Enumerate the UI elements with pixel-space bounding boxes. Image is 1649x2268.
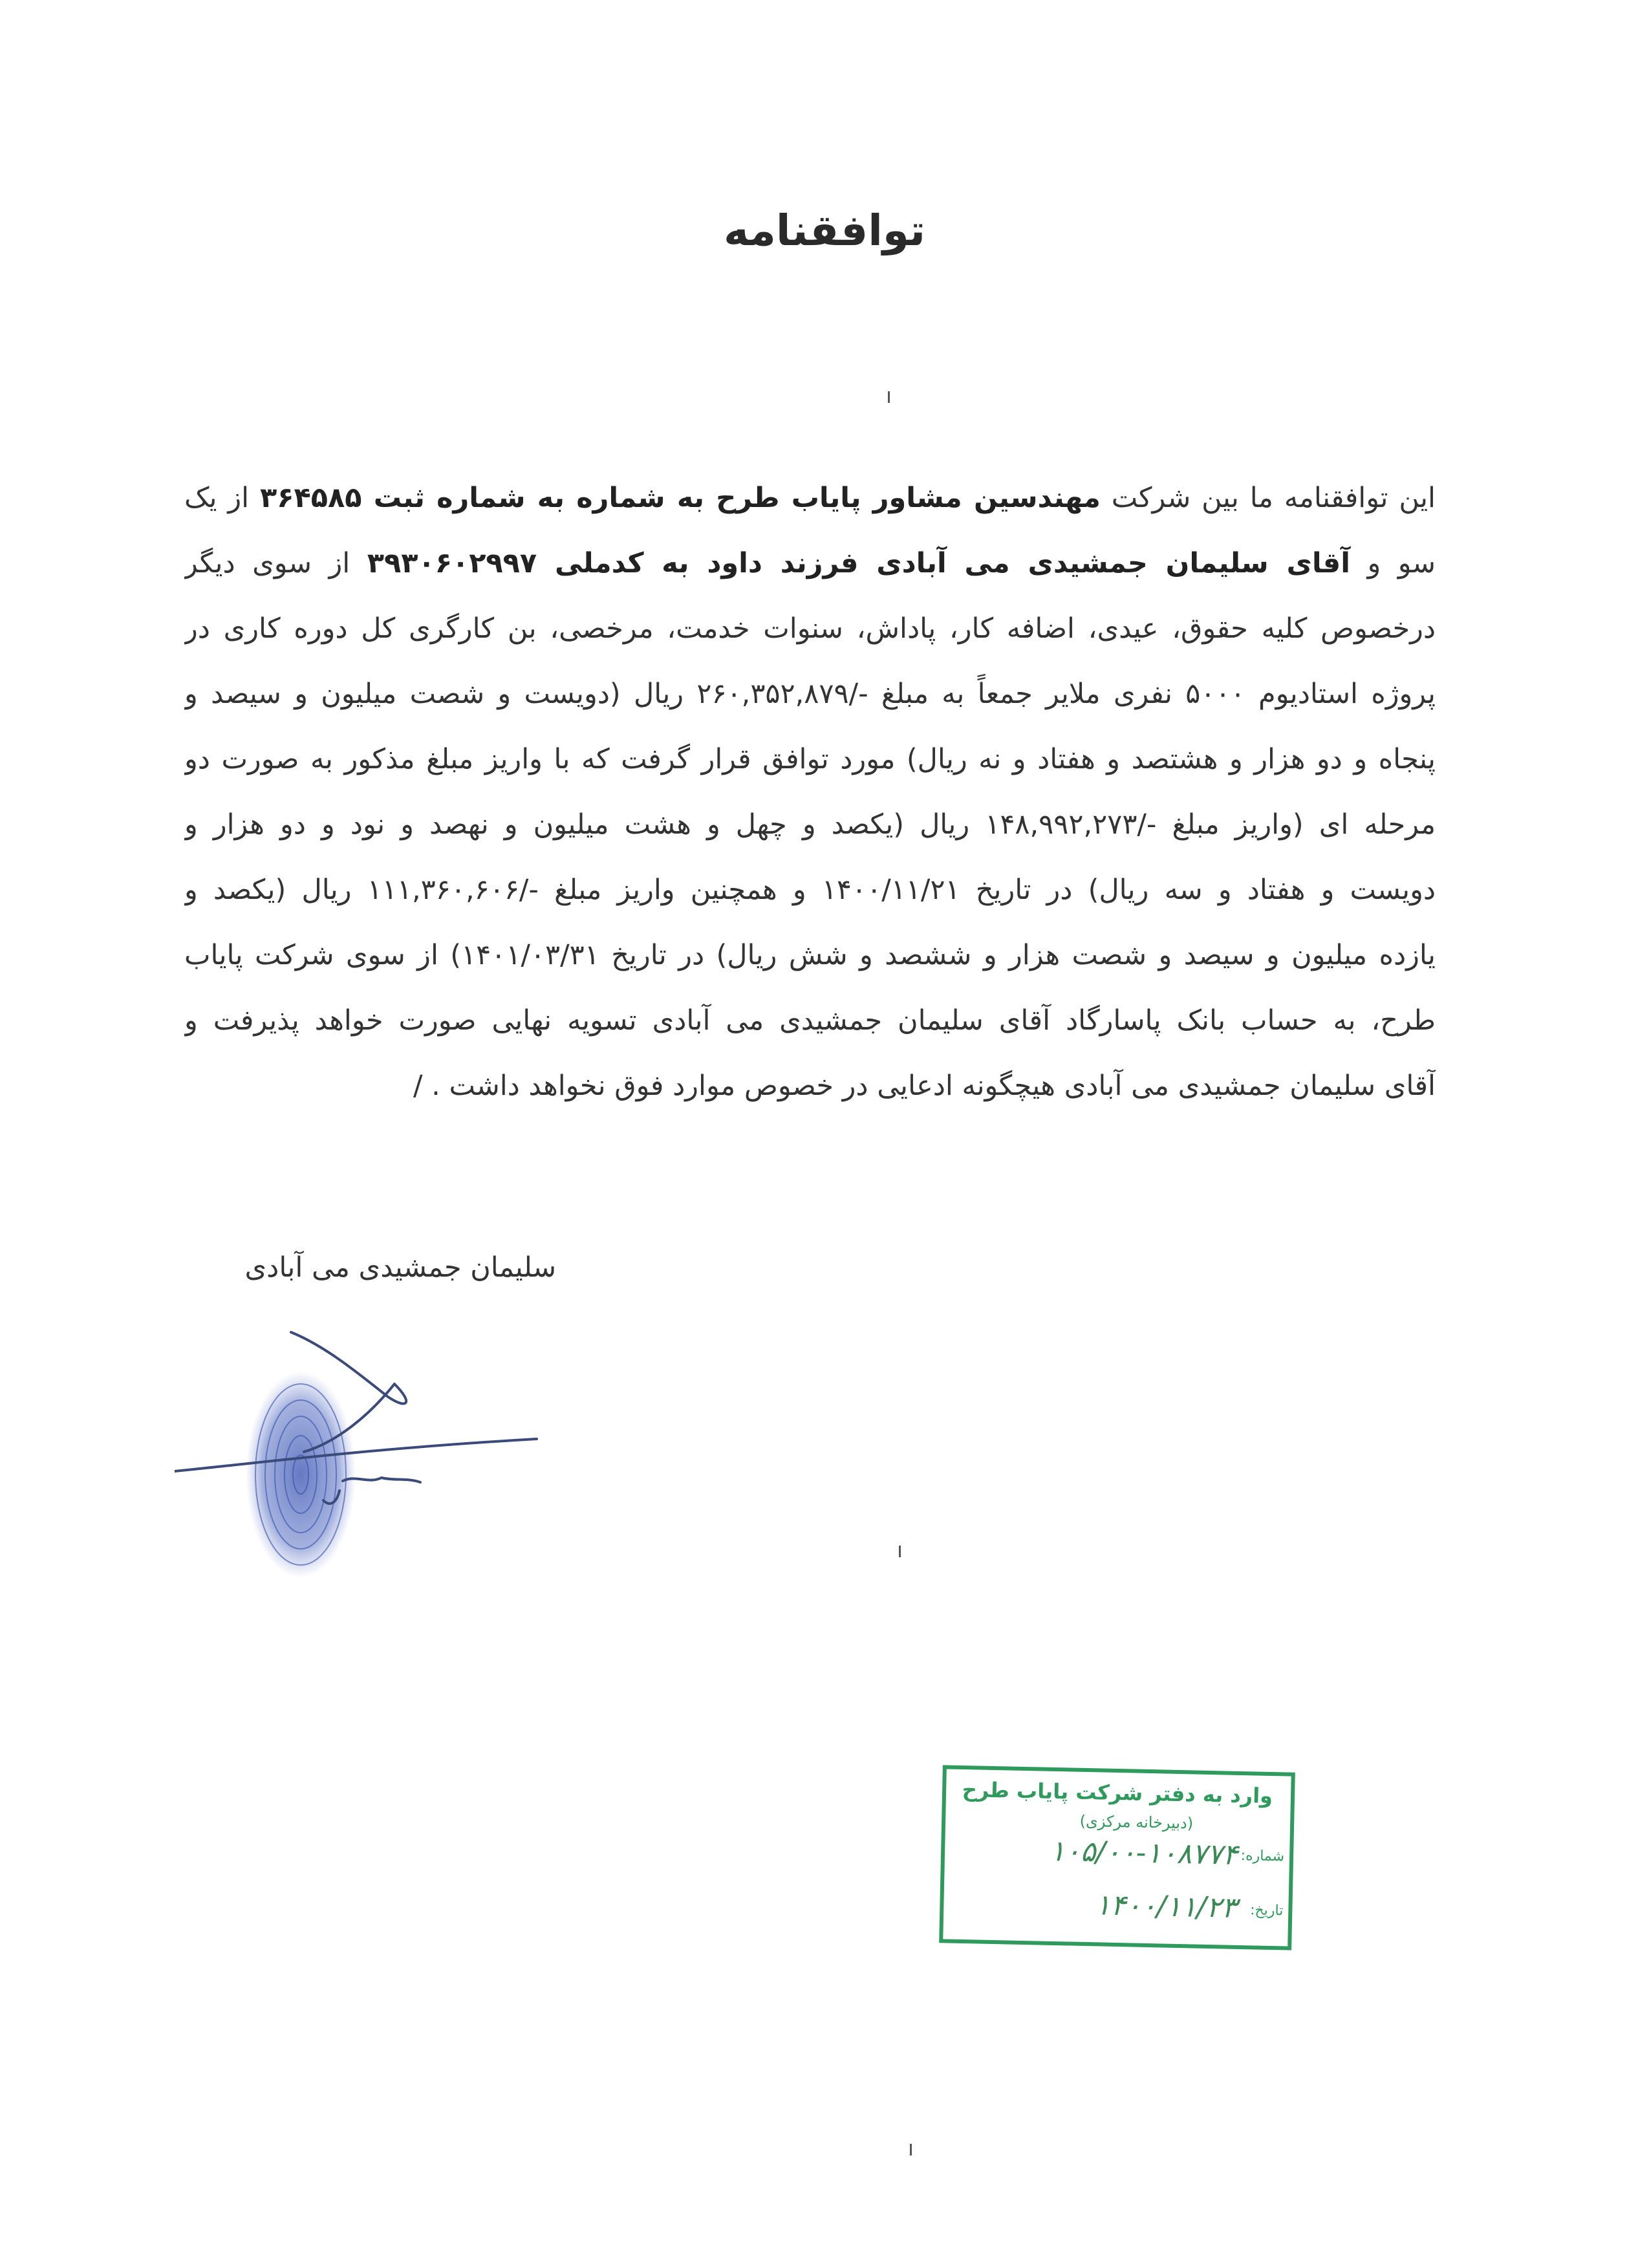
signature-fingerprint-icon — [175, 1313, 576, 1610]
paragraph-text: طرح، به حساب بانک پاسارگاد آقای سلیمان جمشیدی می آبادی تسویه نهایی صورت خواهد پذیرفت و — [184, 1004, 1436, 1037]
paragraph-text: از یک — [184, 482, 260, 514]
document-title: توافقنامه — [723, 206, 926, 255]
scan-mark — [899, 1546, 901, 1557]
paragraph-text: مرحله ای (واریز مبلغ -/۱۴۸,۹۹۲,۲۷۳ ریال (یکصد و چهل و هشت میلیون و نهصد و نود و دو هزار و — [184, 808, 1436, 841]
paragraph-line — [184, 923, 1436, 988]
paragraph-line — [184, 662, 1436, 727]
paragraph-text: یازده میلیون و سیصد و شصت هزار و ششصد و شش ریال) در تاریخ ۱۴۰۱/۰۳/۳۱) از سوی شرکت پایاب — [184, 939, 1436, 971]
paragraph-text: از سوی دیگر — [184, 547, 367, 579]
scan-mark — [910, 2144, 912, 2155]
scan-mark — [888, 391, 890, 403]
signatory-name: سلیمان جمشیدی می آبادی — [244, 1251, 556, 1284]
paragraph-bold-text: آقای سلیمان جمشیدی می آبادی فرزند داود به کدملی ۳۹۳۰۶۰۲۹۹۷ — [367, 547, 1350, 579]
paragraph-text: دویست و هفتاد و سه ریال) در تاریخ ۱۴۰۰/۱۱/۲۱ و همچنین واریز مبلغ -/۱۱۱,۳۶۰,۶۰۶ ریال (یکصد و — [184, 874, 1436, 906]
paragraph-bold-text: مهندسین مشاور پایاب طرح به شماره به شماره ثبت ۳۶۴۵۸۵ — [260, 482, 1101, 514]
stamp-date-label: تاریخ: — [1249, 1902, 1284, 1919]
paragraph-line — [184, 596, 1436, 662]
fingerprint-icon — [246, 1371, 356, 1578]
stamp-number-label: شماره: — [1240, 1848, 1285, 1865]
paragraph-line — [184, 466, 1436, 531]
stamp-title: وارد به دفتر شرکت پایاب طرح — [962, 1777, 1273, 1809]
paragraph-text: این توافقنامه ما بین شرکت — [1100, 482, 1436, 514]
stamp-subtitle: (دبیرخانه مرکزی) — [1079, 1811, 1194, 1833]
paragraph-line — [184, 792, 1436, 858]
paragraph-line — [184, 531, 1436, 596]
paragraph-line — [184, 858, 1436, 923]
paragraph-text: سو و — [1350, 547, 1436, 579]
registry-stamp — [939, 1765, 1295, 1950]
paragraph-text: پروژه استادیوم ۵۰۰۰ نفری ملایر جمعاً به مبلغ -/۲۶۰,۳۵۲,۸۷۹ ریال (دویست و شصت میلیون و سیصد و — [184, 678, 1436, 710]
paragraph-line — [184, 1053, 1436, 1119]
stamp-number-value: ۱۰۵/۰۰-۱۰۸۷۷۴ — [1049, 1834, 1238, 1872]
agreement-body — [184, 466, 1436, 1119]
paragraph-line — [184, 727, 1436, 792]
paragraph-line — [184, 988, 1436, 1053]
paragraph-text: پنجاه و دو هزار و هشتصد و هفتاد و نه ریال) مورد توافق قرار گرفت که با واریز مبلغ مذکور به صورت دو — [184, 743, 1436, 775]
paragraph-text: درخصوص کلیه حقوق، عیدی، اضافه کار، پاداش، سنوات خدمت، مرخصی، بن کارگری کل دوره کاری در — [184, 612, 1436, 645]
paragraph-text: آقای سلیمان جمشیدی می آبادی هیچگونه ادعایی در خصوص موارد فوق نخواهد داشت . / — [413, 1070, 1436, 1102]
stamp-date-value: ۱۴۰۰/۱۱/۲۳ — [1095, 1888, 1237, 1925]
